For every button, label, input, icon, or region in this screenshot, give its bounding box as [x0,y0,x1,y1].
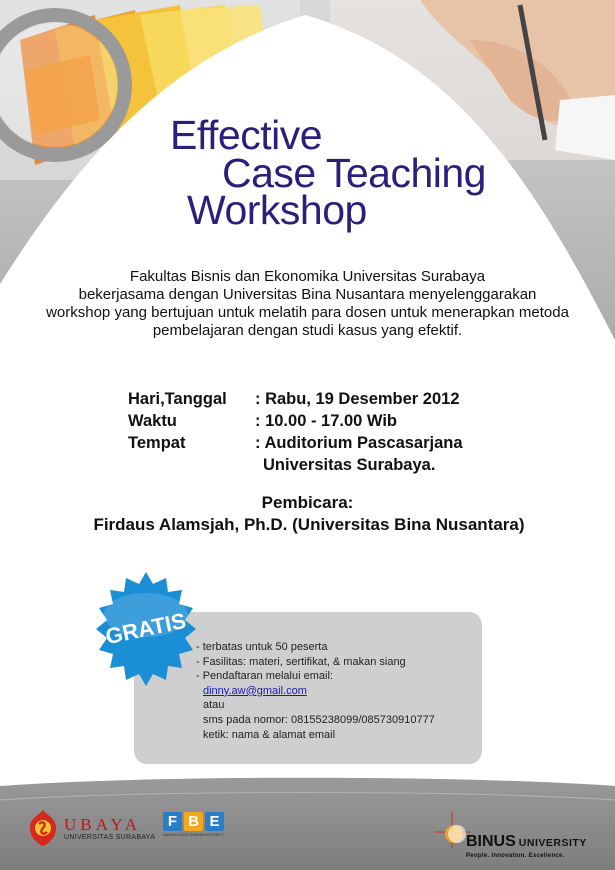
binus-name-text: BINUS [466,833,516,850]
info-sms: sms pada nomor: 08155238099/085730910777 [203,713,435,726]
place-row [128,432,463,454]
badge-text: GRATIS [103,607,189,650]
info-item-quota: - terbatas untuk 50 peserta [196,641,328,653]
intro-line-2: bekerjasama dengan Universitas Bina Nusantara menyelenggarakan [78,286,537,303]
date-label: Hari,Tanggal [128,389,227,408]
info-list [196,640,435,742]
info-or: atau [203,699,225,712]
speaker-label: Pembicara: [261,493,354,512]
intro-line-4: pembelajaran dengan studi kasus yang efektif. [152,322,463,339]
info-item-registration: - Pendaftaran melalui email: [196,670,333,683]
speaker-section [0,492,615,536]
date-value: : Rabu, 19 Desember 2012 [255,389,460,408]
place-label: Tempat [128,433,186,452]
ubaya-emblem-icon [26,808,60,848]
binus-university-text: UNIVERSITY [518,837,587,849]
title-line-3: Workshop [187,187,367,233]
fbe-letter-e: E [205,812,224,831]
fbe-letter-f: F [163,812,182,831]
intro-line-3: workshop yang bertujuan untuk melatih para dosen untuk menerapkan metoda [46,304,569,321]
fbe-letter-b: B [184,812,203,831]
date-row [128,388,463,410]
binus-name [466,833,587,851]
fbe-subtitle: MAKING GOOD WISDOM INTEGRITY [163,833,224,837]
time-label: Waktu [128,411,177,430]
intro-paragraph [0,268,615,340]
gratis-badge [86,570,206,690]
event-details [128,388,463,476]
info-format: ketik: nama & alamat email [203,728,336,741]
ubaya-logo [26,808,155,848]
fbe-logo [163,812,227,837]
title-line-2: Case Teaching [222,150,486,196]
time-value: : 10.00 - 17.00 Wib [255,411,397,430]
ubaya-subtitle: UNIVERSITAS SURABAYA [64,833,156,841]
binus-logo [432,810,607,862]
title-line-1: Effective [170,112,322,158]
time-row [128,410,463,432]
email-link[interactable]: dinny.aw@gmail.com [203,684,307,697]
place-value-cont: Universitas Surabaya. [263,455,436,474]
place-value: : Auditorium Pascasarjana [255,433,463,452]
intro-line-1: Fakultas Bisnis dan Ekonomika Universitas Surabaya [129,268,486,285]
ubaya-name: UBAYA [64,814,142,834]
binus-tagline: People. Innovation. Excellence. [466,853,565,859]
info-item-facilities: - Fasilitas: materi, sertifikat, & makan siang [196,655,406,668]
speaker-name: Firdaus Alamsjah, Ph.D. (Universitas Bina Nusantara) [93,515,525,534]
